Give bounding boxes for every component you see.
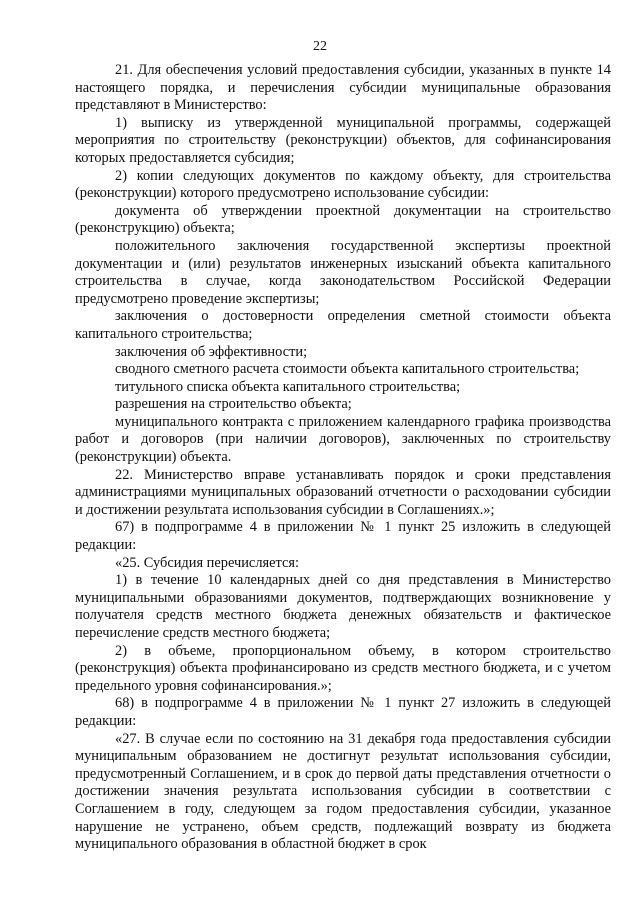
list-item-2-document-copies: 2) копии следующих документов по каждому объекту, для строительства (реконструкции) которого предусмотрено использование субсидии: [75, 167, 611, 202]
paragraph-27: «27. В случае если по состоянию на 31 декабря года предоставления субсидии муниципальным образованием не достигнут результат использования субсидии, предусмотренный Соглашением, и в срок до первой даты представления отчетности о достижении значения результата использования субсидии в соответствии с Соглашением в году, следующем за годом предоставления субсидии, указанное нарушение не устранено, объем средств, подлежащий возврату из бюджета муниципального образования в областной бюджет в срок [75, 730, 611, 853]
document-body [75, 62, 611, 854]
paragraph-22: 22. Министерство вправе устанавливать порядок и сроки представления администрациями муниципальных образований отчетности о расходовании субсидии и достижении результата использования субсидии в Соглашениях.»; [75, 466, 611, 518]
document-item-estimate: сводного сметного расчета стоимости объекта капитального строительства; [115, 361, 580, 378]
document-item-design-approval: документа об утверждении проектной документации на строительство (реконструкцию) объекта; [75, 202, 611, 237]
paragraph-25-item-1: 1) в течение 10 календарных дней со дня представления в Министерство муниципальными образованиями документов, подтверждающих возникновение у получателя средств местного бюджета денежных обязательств и фактическое перечисление средств местного бюджета; [75, 572, 611, 641]
amendment-67: 67) в подпрограмме 4 в приложении № 1 пункт 25 изложить в следующей редакции: [75, 519, 611, 554]
paragraph-25-item-2: 2) в объеме, пропорциональном объему, в котором строительство (реконструкция) объекта профинансировано из средств местного бюджета, и с учетом предельного уровня софинансирования.»; [75, 642, 611, 694]
document-item-title-list: титульного списка объекта капитального строительства; [115, 378, 461, 395]
document-item-cost-reliability: заключения о достоверности определения сметной стоимости объекта капитального строительства; [75, 308, 611, 342]
document-item-permit: разрешения на строительство объекта; [115, 396, 352, 413]
document-item-state-expertise: положительного заключения государственной экспертизы проектной документации и (или) результатов инженерных изысканий объекта капитального строительства в случае, когда законодательством Российской Федерации предусмотрено проведение экспертизы; [75, 237, 611, 307]
page-number: 22 [313, 39, 327, 54]
paragraph-25-heading: «25. Субсидия перечисляется: [115, 554, 299, 571]
list-item-1-program-extract: 1) выписку из утвержденной муниципальной программы, содержащей мероприятия по строительству (реконструкции) объектов, для софинансирования которых предоставляется субсидия; [75, 114, 611, 166]
document-item-contract: муниципального контракта с приложением календарного графика производства работ и договоров (при наличии договоров), заключенных по строительству (реконструкции) объекта. [75, 413, 611, 466]
document-item-efficiency: заключения об эффективности; [115, 343, 308, 360]
amendment-68: 68) в подпрограмме 4 в приложении № 1 пункт 27 изложить в следующей редакции: [75, 695, 611, 729]
paragraph-21: 21. Для обеспечения условий предоставления субсидии, указанных в пункте 14 настоящего порядка, и перечисления субсидии муниципальные образования представляют в Министерство: [75, 62, 611, 114]
